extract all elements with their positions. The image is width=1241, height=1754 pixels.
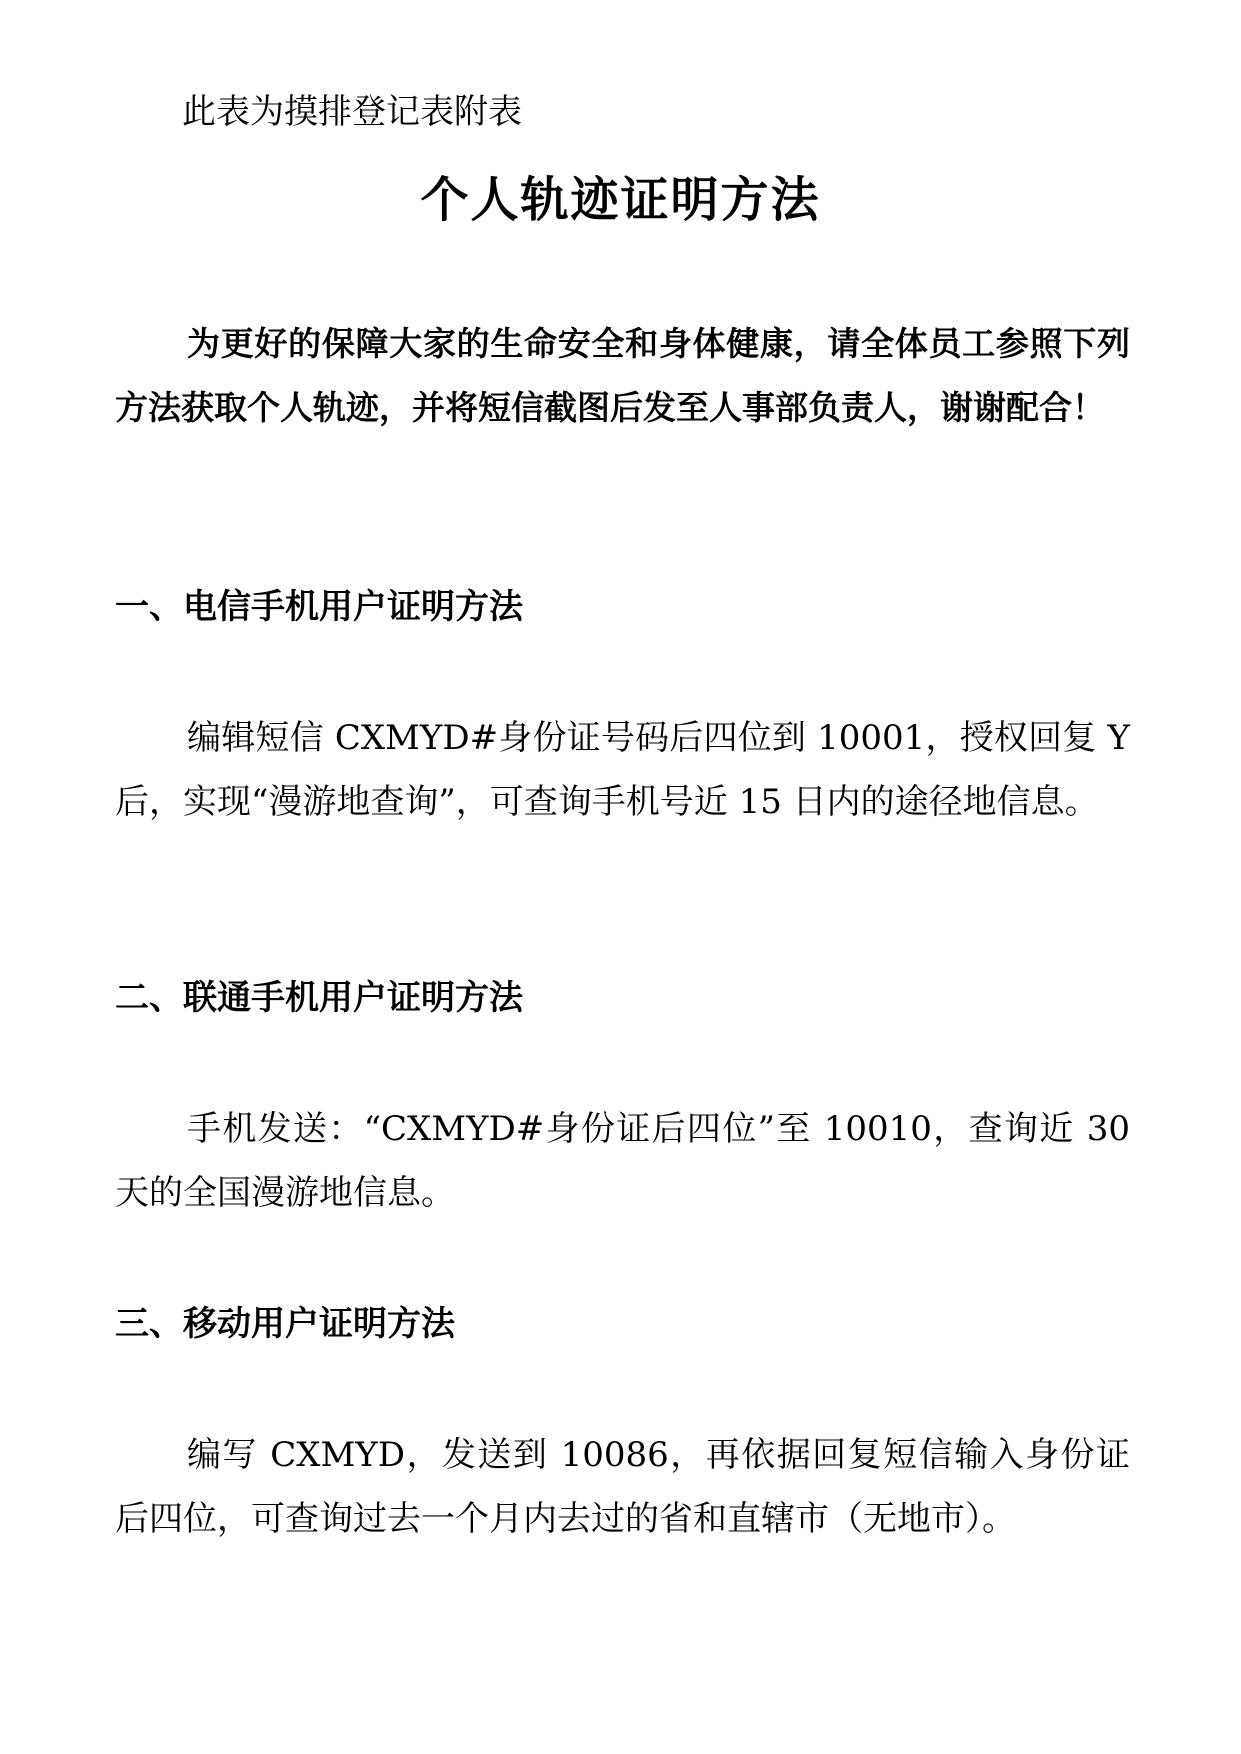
document-title: 个人轨迹证明方法 (420, 172, 821, 228)
section-heading-mobile: 三、移动用户证明方法 (115, 1304, 455, 1344)
section-body-mobile: 编写 CXMYD，发送到 10086，再依据回复短信输入身份证后四位，可查询过去一个月内去过的省和直辖市（无地市）。 (115, 1435, 1130, 1539)
intro-paragraph: 为更好的保障大家的生命安全和身体健康，请全体员工参照下列方法获取个人轨迹，并将短信截图后发至人事部负责人，谢谢配合！ (115, 324, 1130, 427)
section-body-unicom: 手机发送：“CXMYD#身份证后四位”至 10010，查询近 30 天的全国漫游地信息。 (115, 1109, 1130, 1213)
attachment-note: 此表为摸排登记表附表 (182, 92, 522, 132)
section-heading-unicom: 二、联通手机用户证明方法 (115, 978, 523, 1018)
section-body-telecom: 编辑短信 CXMYD#身份证号码后四位到 10001，授权回复 Y 后，实现“漫游地查询”，可查询手机号近 15 日内的途径地信息。 (115, 718, 1130, 822)
section-heading-telecom: 一、电信手机用户证明方法 (115, 587, 523, 627)
